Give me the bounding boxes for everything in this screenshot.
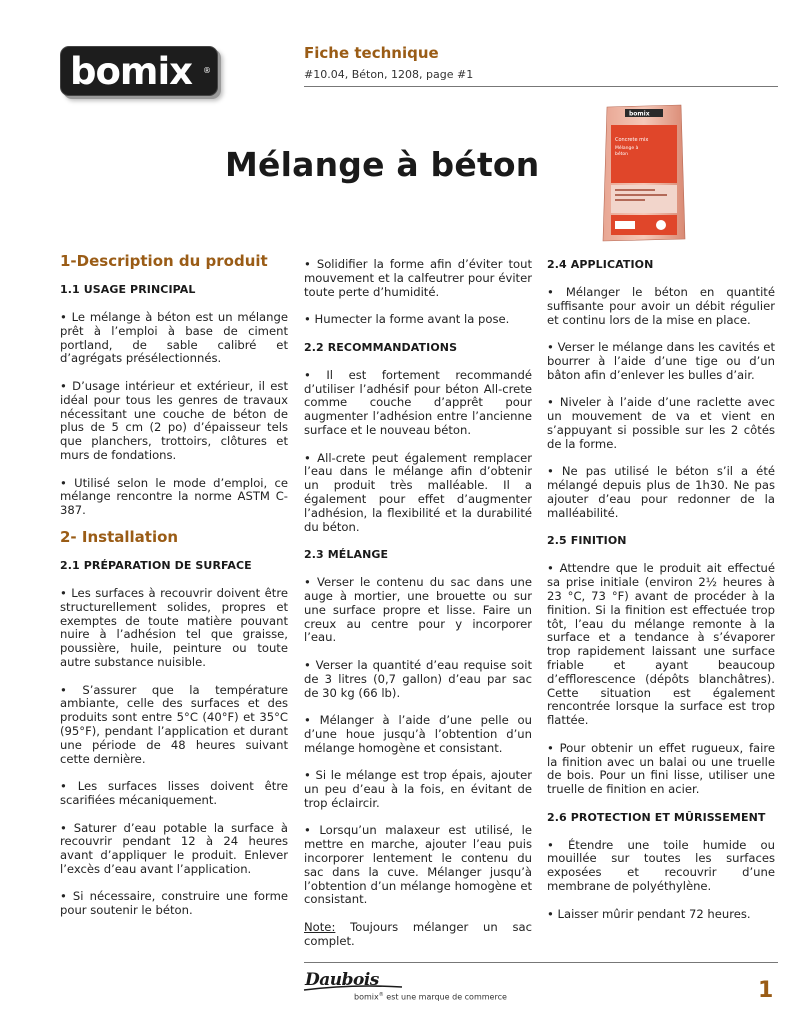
header-divider: [304, 86, 778, 87]
section-2-3-title: 2.3 MÉLANGE: [304, 548, 389, 562]
paragraph: • Les surfaces à recouvrir doivent être structurellement solides, propres et exemptes de toute matière pouvant nuire à l’adhésion tel que graisse, poussière, huile, peinture ou toute autre substance nuisible.: [60, 585, 288, 669]
bomix-logo: [60, 46, 218, 96]
daubois-logo: [302, 968, 404, 994]
paragraph: • S’assurer que la température ambiante, celle des surfaces et des produits sont entre 5°C (40°F) et 35°C (95°F), pendant l’application et durant une période de 48 heures suivant cette dernière.: [60, 682, 288, 766]
paragraph: • Mélanger à l’aide d’une pelle ou d’une houe jusqu’à l’obtention d’un mélange homogène et consistant.: [304, 713, 532, 755]
paragraph: • Verser le contenu du sac dans une auge à mortier, une brouette ou sur une surface propre et lisse. Faire un creux au centre pour y incorporer l’eau.: [304, 575, 532, 645]
section-2-5-title: 2.5 FINITION: [547, 534, 627, 548]
paragraph: • Verser la quantité d’eau requise soit de 3 litres (0,7 gallon) d’eau par sac de 30 kg (66 lb).: [304, 657, 532, 700]
paragraph: • Il est fortement recommandé d’utiliser l’adhésif pour béton All-crete comme couche d’apprêt pour augmenter l’adhésion entre l’ancienne surface et le nouveau béton.: [304, 367, 532, 437]
note-label: Note:: [304, 920, 336, 935]
paragraph: • Mélanger le béton en quantité suffisante pour avoir un débit régulier et continu lors de la mise en place.: [547, 285, 775, 327]
paragraph: • Le mélange à béton est un mélange prêt à l’emploi à base de ciment portland, de sable calibré et d’agrégats présélectionnés.: [60, 310, 288, 366]
svg-text:béton: béton: [615, 152, 628, 157]
paragraph: • Ne pas utilisé le béton s’il a été mélangé depuis plus de 1h30. Ne pas ajouter d’eau pour redonner de la malléabilité.: [547, 464, 775, 520]
note-paragraph: [304, 921, 532, 949]
page-number: 1: [758, 978, 774, 1003]
section-2-1-title: 2.1 PRÉPARATION DE SURFACE: [60, 558, 252, 572]
paragraph: • Si le mélange est trop épais, ajouter un peu d’eau à la fois, en évitant de trop éclaircir.: [304, 768, 532, 810]
page-title: Mélange à béton: [225, 145, 540, 184]
paragraph: • Étendre une toile humide ou mouillée sur toutes les surfaces exposées et recouvrir d’une membrane de polyéthylène.: [547, 837, 775, 894]
logo-text: bomix: [70, 50, 193, 93]
trademark-notice: bomix® est une marque de commerce: [354, 992, 507, 1002]
paragraph: • Lorsqu’un malaxeur est utilisé, le mettre en marche, ajouter l’eau puis incorporer lentement le contenu du sac dans la cuve. Mélanger jusqu’à l’obtention d’un mélange homogène et consistant.: [304, 823, 532, 907]
svg-text:Mélange à: Mélange à: [615, 146, 639, 151]
column-1: [60, 252, 288, 932]
section-2-6-title: 2.6 PROTECTION ET MÛRISSEMENT: [547, 810, 766, 824]
fiche-technique-label: Fiche technique: [304, 44, 439, 62]
logo-registered-mark: ®: [203, 66, 211, 75]
section-1-title: 1-Description du produit: [60, 252, 268, 270]
product-bag-image: [599, 103, 689, 243]
section-1-1-title: 1.1 USAGE PRINCIPAL: [60, 283, 196, 296]
svg-text:bomix: bomix: [629, 110, 650, 118]
paragraph: • Humecter la forme avant la pose.: [304, 312, 510, 327]
paragraph: • D’usage intérieur et extérieur, il est idéal pour tous les genres de travaux nécessitant une couche de béton de plus de 5 cm (2 po) d’épaisseur tels que planchers, trottoirs, clôtures et murs de fondations.: [60, 378, 288, 462]
paragraph: • Pour obtenir un effet rugueux, faire la finition avec un balai ou une truelle de bois. Pour un fini lisse, utiliser une truelle de finition en acier.: [547, 740, 775, 797]
document-reference: #10.04, Béton, 1208, page #1: [304, 68, 474, 81]
paragraph: • Solidifier la forme afin d’éviter tout mouvement et la calfeutrer pour éviter toute perte d’humidité.: [304, 257, 532, 299]
paragraph: • Attendre que le produit ait effectué sa prise initiale (environ 2½ heures à 23 °C, 73 °F) avant de procéder à la finition. Si la finition est effectuée trop tôt, l’eau du mélange remonte à la surface et a tendance à s’évaporer trop rapidement laissant une surface friable et ayant beaucoup d’efflorescence (dépôts blanchâtres). Cette situation est également rencontrée lorsque la surface est trop flattée.: [547, 561, 775, 728]
section-2-4-title: 2.4 APPLICATION: [547, 258, 654, 271]
note-text: Toujours mélanger un sac complet.: [304, 920, 532, 948]
svg-text:Concrete mix: Concrete mix: [615, 137, 649, 143]
svg-text:Daubois: Daubois: [305, 970, 379, 990]
paragraph: • Utilisé selon le mode d’emploi, ce mélange rencontre la norme ASTM C-387.: [60, 475, 288, 518]
footer-divider: [304, 962, 778, 963]
paragraph: • Verser le mélange dans les cavités et bourrer à l’aide d’une tige ou d’un bâton afin d’enlever les bulles d’air.: [547, 340, 775, 382]
paragraph: • Niveler à l’aide d’une raclette avec un mouvement de va et vient en s’appuyant si possible sur les 2 côtés de la forme.: [547, 395, 775, 451]
column-2: [304, 258, 532, 962]
paragraph: • All-crete peut également remplacer l’eau dans le mélange afin d’obtenir un produit très malléable. Il a également pour effet d’augmenter l’adhésion, la flexibilité et la durabilité du béton.: [304, 450, 532, 534]
section-2-title: 2- Installation: [60, 527, 179, 546]
column-3: [547, 258, 775, 935]
paragraph: • Si nécessaire, construire une forme pour soutenir le béton.: [60, 889, 288, 918]
paragraph: • Laisser mûrir pendant 72 heures.: [547, 906, 751, 921]
paragraph: • Saturer d’eau potable la surface à recouvrir pendant 12 à 24 heures avant d’appliquer le produit. Enlever l’excès d’eau avant l’application.: [60, 820, 288, 876]
section-2-2-title: 2.2 RECOMMANDATIONS: [304, 340, 458, 354]
paragraph: • Les surfaces lisses doivent être scarifiées mécaniquement.: [60, 779, 288, 807]
